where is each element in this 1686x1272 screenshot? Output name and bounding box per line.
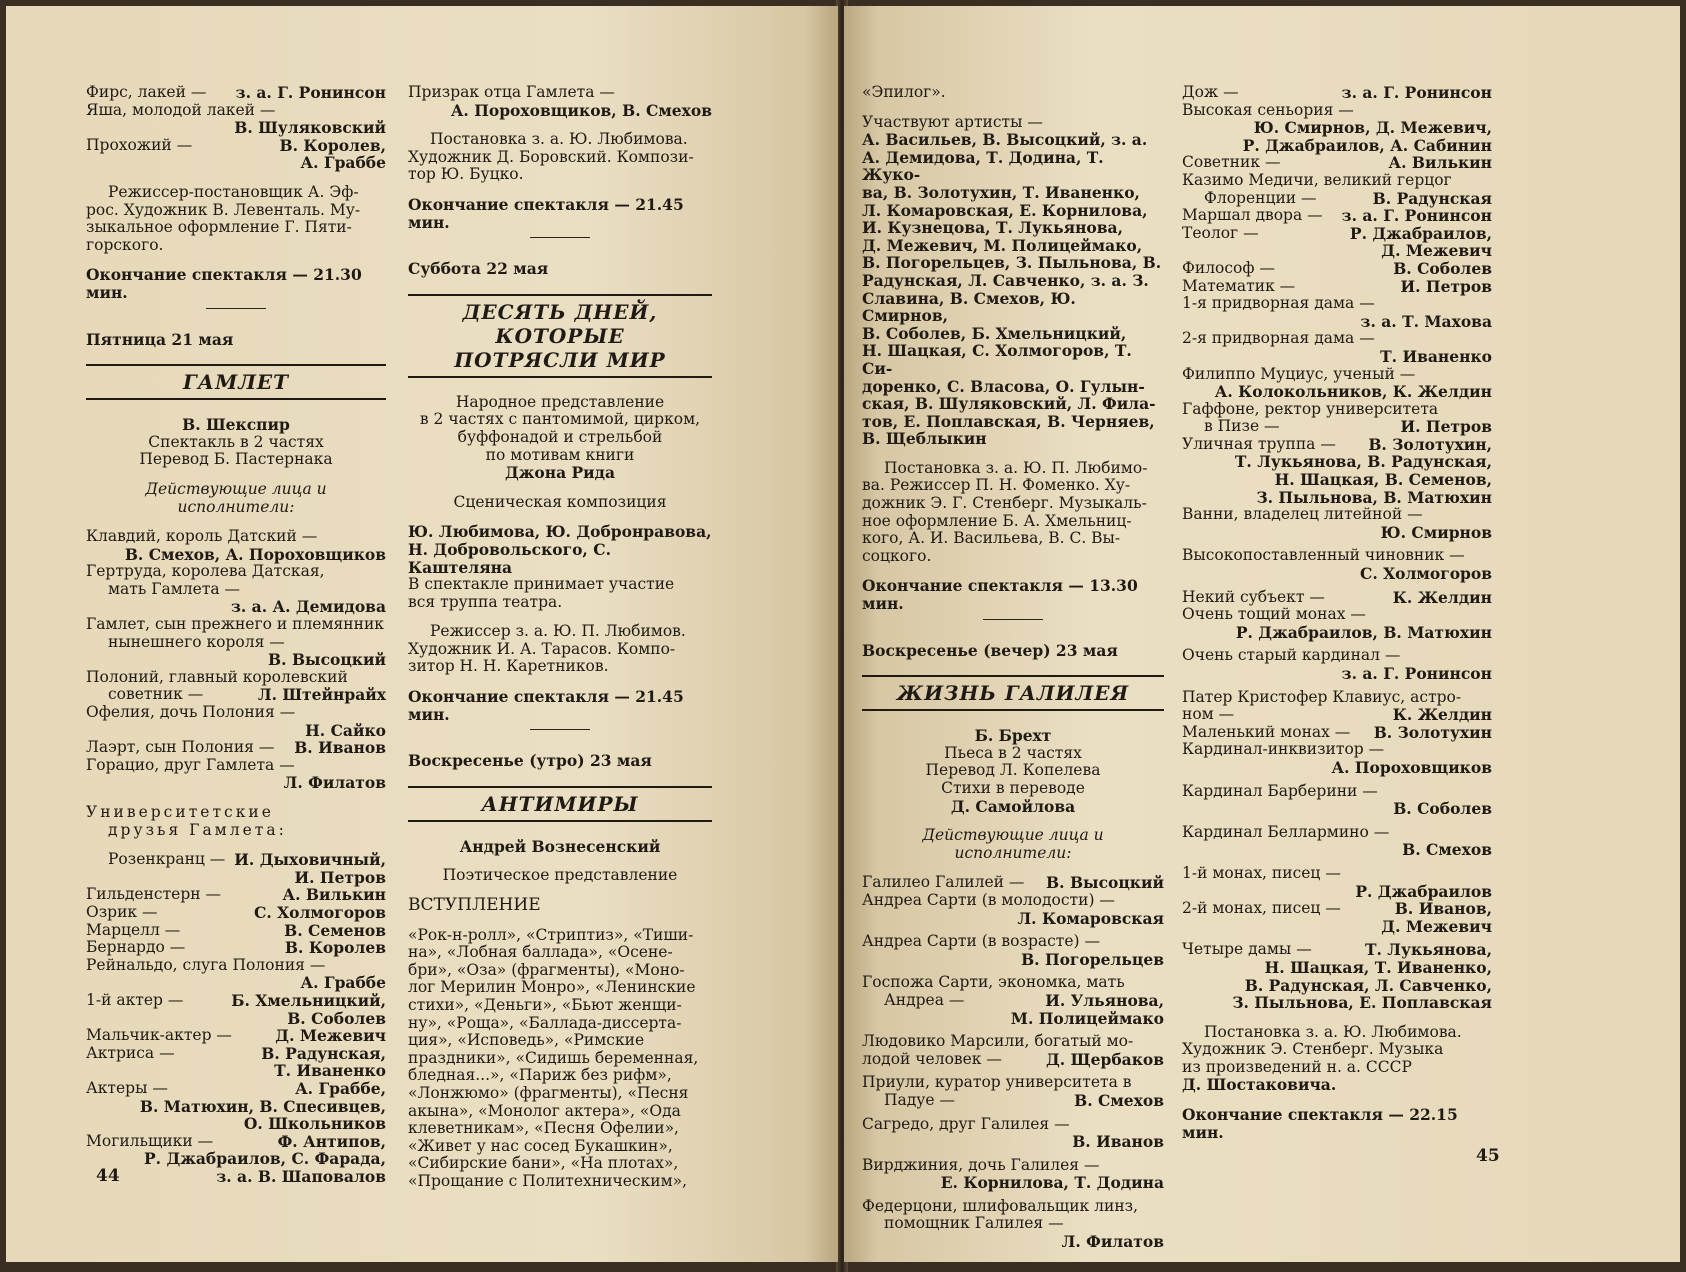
cast-line: помощник Галилея — xyxy=(884,1214,1064,1233)
cast-line: ва, В. Золотухин, Т. Иваненко, xyxy=(862,182,1140,202)
cast-line: И. Петров xyxy=(294,867,386,887)
rule xyxy=(86,364,386,366)
cast-line: Офелия, дочь Полония — xyxy=(86,703,296,722)
cast-line: В. Радунская, Л. Савченко, xyxy=(1244,975,1492,995)
cast-line: Кардинал Беллармино — xyxy=(1182,822,1390,841)
play-info: по мотивам книги xyxy=(485,445,635,464)
left-column-2 xyxy=(408,84,712,1191)
cast-line: А. Пороховщиков, В. Смехов xyxy=(450,100,712,120)
cast-line: Падуе — В. Смехов xyxy=(884,1090,1164,1110)
cast-line: О. Школьников xyxy=(243,1114,386,1134)
cast-line: з. а. Г. Ронинсон xyxy=(1341,664,1492,683)
cast-line: Л. Комаровская, Е. Корнилова, xyxy=(862,200,1148,220)
cast-line: В. Иванов xyxy=(1072,1132,1164,1152)
date-heading: Воскресенье (вечер) 23 мая xyxy=(862,640,1118,660)
rule xyxy=(86,398,386,400)
cast-line: В. Смехов, А. Пороховщиков xyxy=(124,544,386,564)
rule xyxy=(408,376,712,378)
cast-line: Маленький монах — В. Золотухин xyxy=(1182,722,1492,742)
end-time: Окончание спектакля — 22.15 мин. xyxy=(1182,1105,1458,1142)
cast-line: Очень тощий монах — xyxy=(1182,605,1366,624)
cast-line: В. Соболев xyxy=(287,1008,386,1028)
play-info: Поэтическое представление xyxy=(442,866,678,885)
cast-line: Т. Иваненко xyxy=(274,1061,386,1081)
cast-line: Гертруда, королева Датская, xyxy=(86,562,325,581)
left-column-1 xyxy=(86,84,386,1185)
cast-line: Могильщики — Ф. Антипов, xyxy=(86,1131,386,1151)
credits-line: Постановка з. а. Ю. П. Любимо- xyxy=(884,458,1148,477)
end-time: Окончание спектакля — 21.45 мин. xyxy=(408,687,684,724)
cast-line: Славина, В. Смехов, Ю. Смирнов, xyxy=(862,288,1076,326)
cast-line: Вирджиния, дочь Галилея — xyxy=(862,1155,1100,1174)
cast-line: ская, В. Шуляковский, Л. Фила- xyxy=(862,394,1156,414)
credits-line: Художник Э. Стенберг. Музыка xyxy=(1182,1040,1444,1059)
credits-line: Постановка з. а. Ю. Любимова. xyxy=(430,130,688,149)
cast-line: Радунская, Л. Савченко, з. а. З. xyxy=(862,270,1149,290)
right-column-2 xyxy=(1182,84,1492,1141)
cast-line: 2-я придворная дама — xyxy=(1182,329,1375,348)
cast-line: В. Щеблыкин xyxy=(862,429,987,449)
translator: Д. Самойлова xyxy=(950,796,1076,816)
cast-line: 1-я придворная дама — xyxy=(1182,294,1375,313)
cast-line: А. Демидова, Т. Додина, Т. Жуко- xyxy=(862,147,1104,185)
cast-line: Галилео Галилей — В. Высоцкий xyxy=(862,873,1164,893)
cast-line: А. Васильев, В. Высоцкий, з. а. xyxy=(862,130,1148,150)
divider xyxy=(530,237,590,238)
cast-line: Дож — з. а. Г. Ронинсон xyxy=(1182,83,1492,102)
cast-line: Н. Сайко xyxy=(305,720,386,740)
cast-line: Филиппо Муциус, ученый — xyxy=(1182,364,1416,383)
credits-line: Постановка з. а. Ю. Любимова. xyxy=(1204,1022,1462,1041)
author: Б. Брехт xyxy=(974,726,1052,746)
credits-line: Ю. Любимова, Ю. Добронравова, xyxy=(408,522,712,542)
cast-line: А. Граббе xyxy=(300,973,386,993)
cast-line: Полоний, главный королевский xyxy=(86,667,348,686)
date-heading: Воскресенье (утро) 23 мая xyxy=(408,751,652,771)
credits-line: Д. Шостаковича. xyxy=(1182,1075,1337,1095)
poem-list-line: клеветникам», «Песня Офелии», xyxy=(408,1119,679,1138)
rule xyxy=(408,294,712,296)
group-heading: Университетские xyxy=(86,803,274,821)
rule xyxy=(408,820,712,822)
date-heading: Пятница 21 мая xyxy=(86,329,234,349)
play-title: АНТИМИРЫ xyxy=(481,791,639,816)
cast-line: Актеры — А. Граббе, xyxy=(86,1078,386,1098)
poem-list-line: праздники», «Сидишь беременная, xyxy=(408,1048,699,1067)
cast-line: А. Пороховщиков xyxy=(1331,757,1492,777)
cast-line: Фирс, лакей — з. а. Г. Ронинсон xyxy=(86,83,386,102)
cast-line: Д. Межевич, М. Полицеймако, xyxy=(862,235,1143,255)
cast-line: Д. Межевич xyxy=(1381,916,1492,936)
poem-list-line: бледная...», «Париж без рифм», xyxy=(408,1066,672,1085)
cast-line: Философ — В. Соболев xyxy=(1182,258,1492,278)
cast-line: В. Высоцкий xyxy=(268,650,386,670)
cast-line: С. Холмогоров xyxy=(1359,564,1492,584)
rule xyxy=(862,675,1164,677)
credits-line: кого, А. И. Васильева, В. С. Вы- xyxy=(862,529,1121,548)
cast-line: 1-й актер — Б. Хмельницкий, xyxy=(86,990,386,1010)
translator: Перевод Л. Копелева xyxy=(925,761,1101,780)
cast-line: советник — Л. Штейнрайх xyxy=(108,685,386,705)
cast-line: Ю. Смирнов, Д. Межевич, xyxy=(1253,118,1492,138)
poem-list-line: стихи», «Деньги», «Бьют женщи- xyxy=(408,996,682,1014)
cast-line: Р. Джабраилов xyxy=(1355,881,1492,901)
credits-line: дожник Э. Г. Стенберг. Музыкаль- xyxy=(862,494,1147,513)
poem-list-line: ну», «Роща», «Баллада-диссерта- xyxy=(408,1013,682,1032)
play-info: Народное представление xyxy=(455,392,665,411)
cast-line: Розенкранц — И. Дыховичный, xyxy=(108,850,386,870)
right-column-1 xyxy=(862,84,1164,1251)
cast-line: Андреа Сарти (в молодости) — xyxy=(862,890,1115,909)
credits-line: Художник И. А. Тарасов. Компо- xyxy=(408,639,676,658)
credits-line: ва. Режиссер П. Н. Фоменко. Ху- xyxy=(862,476,1131,495)
group-heading: друзья Гамлета: xyxy=(108,820,287,839)
cast-line: Участвуют артисты — xyxy=(862,112,1043,131)
end-time: Окончание спектакля — 21.45 мин. xyxy=(408,194,684,232)
play-title: ГАМЛЕТ xyxy=(182,370,290,395)
cast-line: Высокопоставленный чиновник — xyxy=(1182,546,1465,565)
end-time: Окончание спектакля — 21.30 мин. xyxy=(86,265,362,302)
cast-line: Гамлет, сын прежнего и племянник xyxy=(86,615,384,634)
roles-heading: Действующие лица и исполнители: xyxy=(145,479,327,516)
play-title: ЖИЗНЬ ГАЛИЛЕЯ xyxy=(896,681,1130,706)
cast-line: доренко, С. Власова, О. Гулын- xyxy=(862,376,1145,396)
credits-line: рос. Художник В. Левенталь. Му- xyxy=(86,200,361,219)
cast-line: Клавдий, король Датский — xyxy=(86,527,318,546)
cast-line: Актриса — В. Радунская, xyxy=(86,1043,386,1063)
cast-line: И. Кузнецова, Т. Лукьянова, xyxy=(862,218,1123,238)
cast-line: Т. Лукьянова, В. Радунская, xyxy=(1234,452,1492,472)
cast-line: тов, Е. Поплавская, В. Черняев, xyxy=(862,411,1155,431)
poem-list-line: лог Мерилин Монро», «Ленинские xyxy=(408,978,696,997)
cast-line: Л. Филатов xyxy=(1061,1232,1164,1252)
cast-line: З. Пыльнова, Е. Поплавская xyxy=(1232,993,1492,1013)
roles-heading: Действующие лица и исполнители: xyxy=(922,826,1104,862)
cast-line: Федерцони, шлифовальщик линз, xyxy=(862,1196,1139,1215)
cast-line: нынешнего короля — xyxy=(108,632,285,651)
poem-list-line: «Эпилог». xyxy=(862,83,946,101)
cast-line: В. Погорельцев, З. Пыльнова, В. xyxy=(862,253,1162,273)
play-info: в 2 частях с пантомимой, цирком, xyxy=(419,410,701,429)
cast-line: Математик — И. Петров xyxy=(1182,276,1492,296)
poem-list-line: бри», «Оза» (фрагменты), «Моно- xyxy=(408,960,685,979)
cast-line: Марцелл — В. Семенов xyxy=(86,920,386,940)
cast-line: Некий субъект — К. Желдин xyxy=(1182,587,1492,607)
divider xyxy=(983,619,1043,620)
cast-line: Казимо Медичи, великий герцог xyxy=(1182,170,1452,189)
cast-line: Бернардо — В. Королев xyxy=(86,938,386,958)
cast-line: М. Полицеймако xyxy=(1010,1008,1164,1028)
cast-line: Озрик — С. Холмогоров xyxy=(86,902,386,922)
cast-line: Р. Джабраилов, С. Фарада, xyxy=(144,1149,386,1169)
cast-line: Н. Шацкая, В. Семенов, xyxy=(1274,470,1492,490)
cast-line: Ванни, владелец литейной — xyxy=(1182,505,1423,524)
play-title: ДЕСЯТЬ ДНЕЙ, КОТОРЫЕ xyxy=(462,299,658,348)
cast-line: А. Колокольников, К. Желдин xyxy=(1214,382,1492,402)
cast-line: з. а. В. Шаповалов xyxy=(216,1166,386,1186)
poem-list-line: «Прощание с Политехническим», xyxy=(408,1171,688,1190)
play-info: Спектакль в 2 частях xyxy=(148,432,324,451)
credits-line: зитор Н. Н. Каретников. xyxy=(408,657,609,676)
poem-list-line: «Сибирские бани», «На плотах», xyxy=(408,1154,679,1173)
cast-line: лодой человек — Д. Щербаков xyxy=(862,1049,1164,1069)
cast-line: Т. Иваненко xyxy=(1380,346,1492,366)
credits-line: зыкальное оформление Г. Пяти- xyxy=(86,218,352,237)
cast-line: Н. Шацкая, С. Холмогоров, Т. Си- xyxy=(862,341,1132,378)
cast-line: Гильденстерн — А. Вилькин xyxy=(86,885,386,905)
translator: Перевод Б. Пастернака xyxy=(139,450,333,469)
divider xyxy=(206,308,266,309)
credits-line: из произведений н. а. СССР xyxy=(1182,1057,1412,1076)
credits-line: Режиссер з. а. Ю. П. Любимов. xyxy=(430,622,686,641)
poem-list-line: «Лонжюмо» (фрагменты), «Песня xyxy=(408,1083,689,1102)
credits-line: вся труппа театра. xyxy=(408,592,563,611)
cast-line: в Пизе — И. Петров xyxy=(1204,417,1492,437)
credits-line: горского. xyxy=(86,235,164,254)
cast-line: Л. Комаровская xyxy=(1017,908,1164,928)
play-title: ПОТРЯСЛИ МИР xyxy=(454,347,666,372)
cast-line: В. Соболев, Б. Хмельницкий, xyxy=(862,323,1127,343)
credits-line: В спектакле принимает участие xyxy=(408,575,675,594)
cast-line: Советник — А. Вилькин xyxy=(1182,153,1492,173)
cast-line: Высокая сеньория — xyxy=(1182,100,1354,119)
cast-line: Людовико Марсили, богатый мо- xyxy=(862,1032,1134,1051)
cast-line: Маршал двора — з. а. Г. Ронинсон xyxy=(1182,206,1492,226)
section-heading: ВСТУПЛЕНИЕ xyxy=(408,895,541,916)
cast-line: Р. Джабраилов, В. Матюхин xyxy=(1235,622,1492,642)
page-number: 45 xyxy=(1476,1146,1500,1166)
cast-line: З. Пыльнова, В. Матюхин xyxy=(1256,487,1492,507)
end-time: Окончание спектакля — 13.30 мин. xyxy=(862,576,1138,614)
author: Андрей Вознесенский xyxy=(459,836,661,856)
cast-line: Прохожий — В. Королев, xyxy=(86,135,386,155)
cast-line: Уличная труппа — В. Золотухин, xyxy=(1182,434,1492,454)
cast-line: Д. Межевич xyxy=(1381,241,1492,261)
cast-line: 1-й монах, писец — xyxy=(1182,863,1341,882)
play-info: Стихи в переводе xyxy=(941,779,1085,797)
cast-line: Приули, куратор университета в xyxy=(862,1073,1132,1092)
cast-line: з. а. А. Демидова xyxy=(230,597,386,617)
cast-line: Рейнальдо, слуга Полония — xyxy=(86,955,326,974)
cast-line: Е. Корнилова, Т. Додина xyxy=(940,1173,1164,1193)
cast-line: В. Шуляковский xyxy=(234,118,386,138)
author: Джона Рида xyxy=(504,463,616,483)
cast-line: Госпожа Сарти, экономка, мать xyxy=(862,973,1125,992)
cast-line: Кардинал Барберини — xyxy=(1182,781,1378,800)
cast-line: Лаэрт, сын Полония — В. Иванов xyxy=(86,738,386,758)
play-info: буффонадой и стрельбой xyxy=(457,427,663,446)
cast-line: Н. Шацкая, Т. Иваненко, xyxy=(1264,957,1492,977)
cast-line: Патер Кристофер Клавиус, астро- xyxy=(1182,687,1462,706)
cast-line: Очень старый кардинал — xyxy=(1182,646,1401,665)
cast-line: Горацио, друг Гамлета — xyxy=(86,755,295,774)
cast-line: Яша, молодой лакей — xyxy=(86,100,276,119)
cast-line: Теолог — Р. Джабраилов, xyxy=(1182,223,1492,243)
cast-line: мать Гамлета — xyxy=(108,579,241,598)
cast-line: Четыре дамы — Т. Лукьянова, xyxy=(1182,940,1492,960)
credits-line: соцкого. xyxy=(862,546,932,565)
poem-list-line: ция», «Исповедь», «Римские xyxy=(408,1031,645,1050)
cast-line: А. Граббе xyxy=(300,153,386,173)
poem-list-line: «Рок-н-ролл», «Стриптиз», «Тиши- xyxy=(408,925,694,944)
cast-line: В. Матюхин, В. Спесивцев, xyxy=(139,1096,386,1116)
credits-line: Режиссер-постановщик А. Эф- xyxy=(108,182,359,201)
credits-line: ное оформление Б. А. Хмельниц- xyxy=(862,511,1132,530)
play-info: Сценическая композиция xyxy=(453,492,667,511)
poem-list-line: «Живет у нас сосед Букашкин», xyxy=(408,1136,673,1155)
poem-list-line: акына», «Монолог актера», «Ода xyxy=(408,1101,681,1120)
poem-list-line: на», «Лобная баллада», «Осене- xyxy=(408,943,673,962)
cast-line: В. Погорельцев xyxy=(1021,949,1164,969)
page-number: 44 xyxy=(96,1166,120,1186)
cast-line: Р. Джабраилов, А. Сабинин xyxy=(1242,135,1492,155)
cast-line: з. а. Т. Махова xyxy=(1360,311,1492,331)
credits-line: тор Ю. Буцко. xyxy=(408,165,524,184)
cast-line: 2-й монах, писец — В. Иванов, xyxy=(1182,899,1492,919)
credits-line: Н. Добровольского, С. Каштеляна xyxy=(408,539,611,577)
cast-line: Л. Филатов xyxy=(283,773,386,793)
cast-line: Мальчик-актер — Д. Межевич xyxy=(86,1026,386,1046)
cast-line: Кардинал-инквизитор — xyxy=(1182,740,1385,759)
divider xyxy=(530,729,590,730)
date-heading: Суббота 22 мая xyxy=(408,259,549,279)
cast-line: Ю. Смирнов xyxy=(1380,522,1492,542)
rule xyxy=(862,709,1164,711)
right-page xyxy=(844,6,1680,1262)
credits-line: Художник Д. Боровский. Компози- xyxy=(408,147,694,166)
author: В. Шекспир xyxy=(182,415,290,435)
cast-line: Андреа — И. Ульянова, xyxy=(884,990,1164,1010)
cast-line: Гаффоне, ректор университета xyxy=(1182,399,1439,418)
cast-line: Сагредо, друг Галилея — xyxy=(862,1114,1070,1133)
cast-line: Андреа Сарти (в возрасте) — xyxy=(862,932,1101,951)
rule xyxy=(408,786,712,788)
left-page xyxy=(6,6,838,1262)
cast-line: Призрак отца Гамлета — xyxy=(408,83,615,101)
cast-line: В. Смехов xyxy=(1402,840,1492,860)
cast-line: ном — К. Желдин xyxy=(1182,705,1492,725)
cast-line: В. Соболев xyxy=(1393,799,1492,819)
cast-line: Флоренции — В. Радунская xyxy=(1204,188,1492,208)
play-info: Пьеса в 2 частях xyxy=(944,743,1082,762)
